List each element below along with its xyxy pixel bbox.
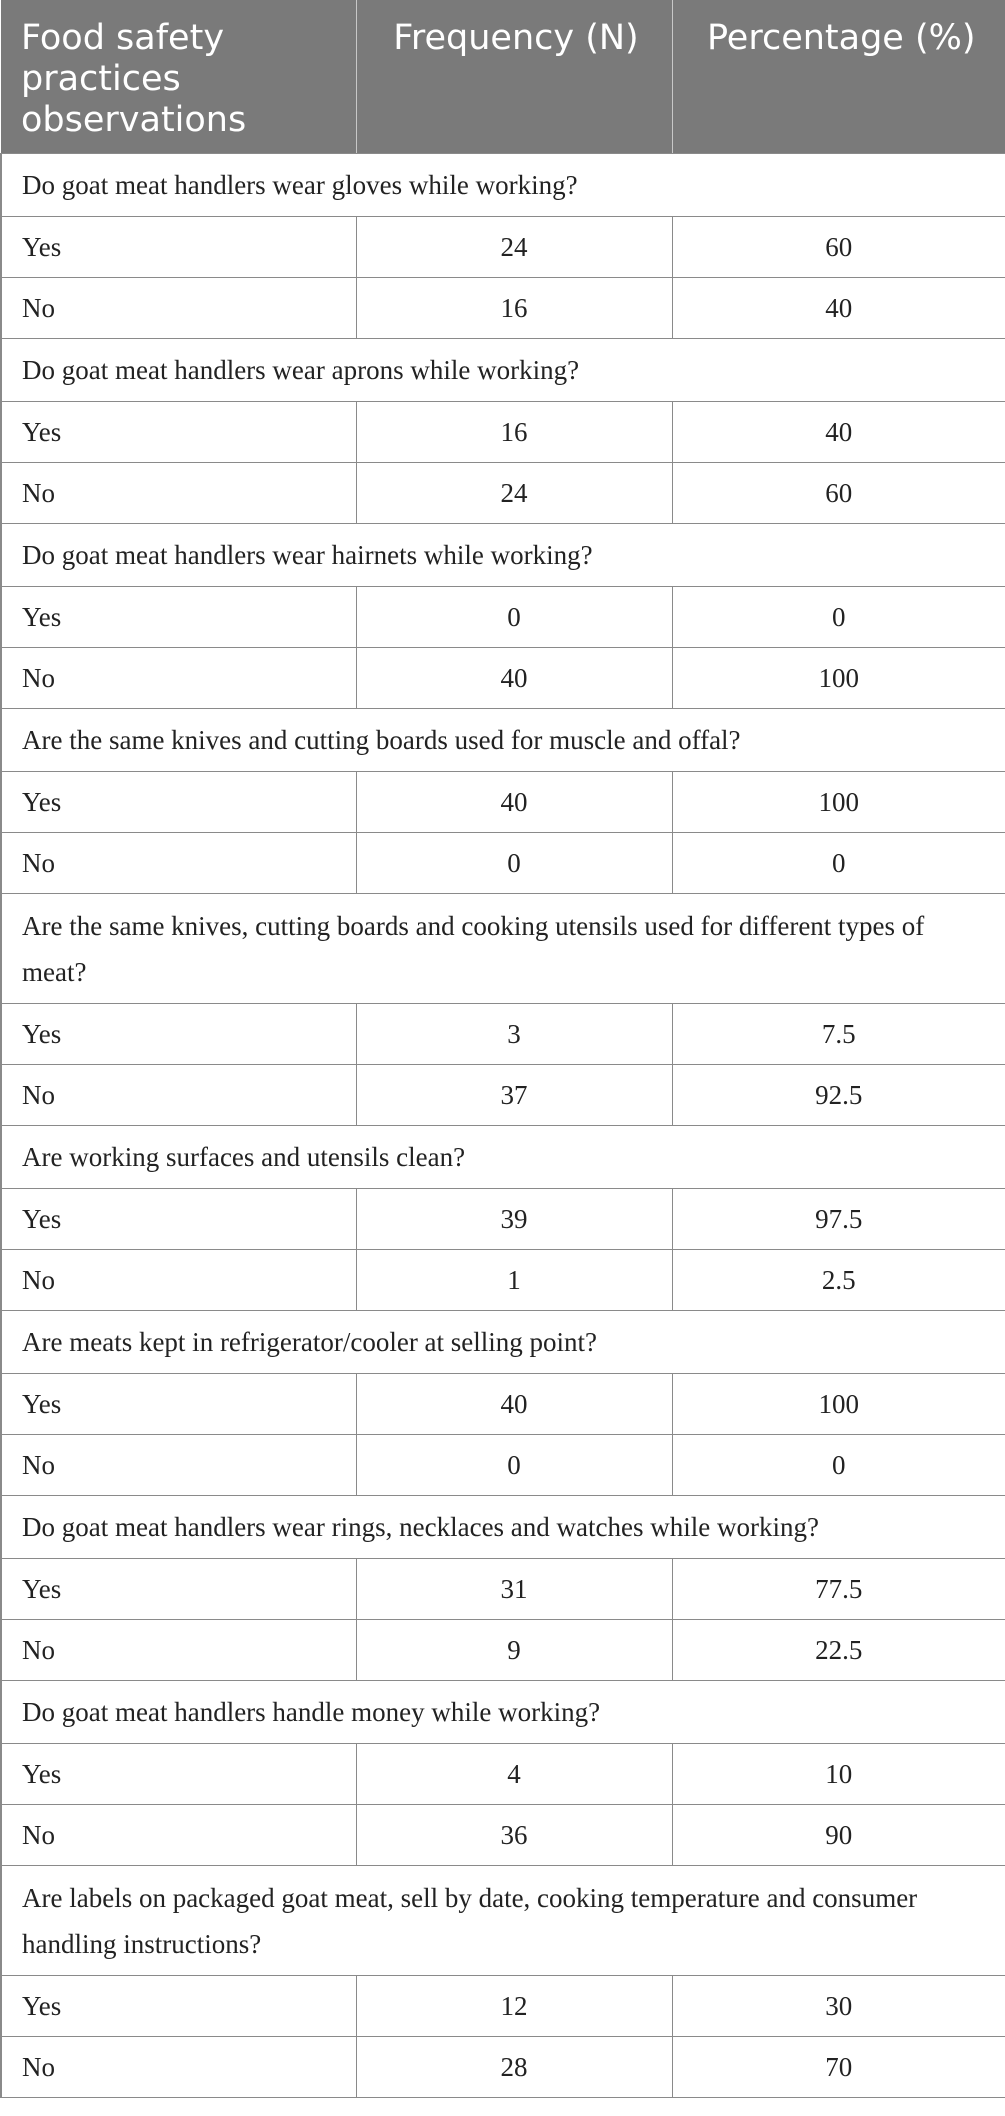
question-cell: Do goat meat handlers wear hairnets while working? bbox=[1, 524, 1005, 587]
percentage-cell: 60 bbox=[672, 217, 1005, 278]
table-row bbox=[1, 1559, 1005, 1620]
answer-cell: Yes bbox=[1, 402, 356, 463]
question-row bbox=[1, 339, 1005, 402]
percentage-cell: 100 bbox=[672, 1374, 1005, 1435]
answer-cell: No bbox=[1, 1805, 356, 1866]
table-row bbox=[1, 1976, 1005, 2037]
answer-cell: No bbox=[1, 648, 356, 709]
frequency-cell: 40 bbox=[356, 772, 672, 833]
percentage-cell: 40 bbox=[672, 278, 1005, 339]
frequency-cell: 39 bbox=[356, 1189, 672, 1250]
question-row bbox=[1, 1866, 1005, 1976]
table-row bbox=[1, 587, 1005, 648]
question-cell: Are the same knives, cutting boards and cooking utensils used for different types of meat? bbox=[1, 894, 1005, 1004]
header-percentage: Percentage (%) bbox=[672, 0, 1005, 154]
frequency-cell: 16 bbox=[356, 402, 672, 463]
frequency-cell: 40 bbox=[356, 648, 672, 709]
table-row bbox=[1, 772, 1005, 833]
percentage-cell: 70 bbox=[672, 2037, 1005, 2098]
question-cell: Do goat meat handlers wear rings, necklaces and watches while working? bbox=[1, 1496, 1005, 1559]
header-observations: Food safety practices observations bbox=[1, 0, 356, 154]
percentage-cell: 7.5 bbox=[672, 1004, 1005, 1065]
percentage-cell: 97.5 bbox=[672, 1189, 1005, 1250]
answer-cell: Yes bbox=[1, 217, 356, 278]
percentage-cell: 0 bbox=[672, 1435, 1005, 1496]
question-cell: Are meats kept in refrigerator/cooler at selling point? bbox=[1, 1311, 1005, 1374]
table-row bbox=[1, 278, 1005, 339]
frequency-cell: 24 bbox=[356, 463, 672, 524]
header-frequency: Frequency (N) bbox=[356, 0, 672, 154]
frequency-cell: 0 bbox=[356, 1435, 672, 1496]
frequency-cell: 24 bbox=[356, 217, 672, 278]
answer-cell: No bbox=[1, 1065, 356, 1126]
percentage-cell: 30 bbox=[672, 1976, 1005, 2037]
answer-cell: Yes bbox=[1, 772, 356, 833]
percentage-cell: 100 bbox=[672, 772, 1005, 833]
question-row bbox=[1, 709, 1005, 772]
frequency-cell: 3 bbox=[356, 1004, 672, 1065]
question-row bbox=[1, 1496, 1005, 1559]
frequency-cell: 36 bbox=[356, 1805, 672, 1866]
frequency-cell: 37 bbox=[356, 1065, 672, 1126]
percentage-cell: 100 bbox=[672, 648, 1005, 709]
table-row bbox=[1, 1250, 1005, 1311]
table-row bbox=[1, 1744, 1005, 1805]
answer-cell: Yes bbox=[1, 1189, 356, 1250]
answer-cell: Yes bbox=[1, 1374, 356, 1435]
frequency-cell: 28 bbox=[356, 2037, 672, 2098]
frequency-cell: 12 bbox=[356, 1976, 672, 2037]
percentage-cell: 90 bbox=[672, 1805, 1005, 1866]
percentage-cell: 22.5 bbox=[672, 1620, 1005, 1681]
answer-cell: No bbox=[1, 463, 356, 524]
table-row bbox=[1, 1065, 1005, 1126]
answer-cell: No bbox=[1, 278, 356, 339]
table-body bbox=[1, 154, 1005, 2098]
question-row bbox=[1, 1126, 1005, 1189]
table-row bbox=[1, 1189, 1005, 1250]
percentage-cell: 60 bbox=[672, 463, 1005, 524]
question-cell: Are the same knives and cutting boards used for muscle and offal? bbox=[1, 709, 1005, 772]
table-row bbox=[1, 2037, 1005, 2098]
answer-cell: No bbox=[1, 2037, 356, 2098]
table-row bbox=[1, 833, 1005, 894]
percentage-cell: 0 bbox=[672, 833, 1005, 894]
table-row bbox=[1, 217, 1005, 278]
table-row bbox=[1, 1435, 1005, 1496]
question-row bbox=[1, 154, 1005, 217]
percentage-cell: 0 bbox=[672, 587, 1005, 648]
table-row bbox=[1, 648, 1005, 709]
table-row bbox=[1, 1620, 1005, 1681]
question-cell: Are labels on packaged goat meat, sell by date, cooking temperature and consumer handling instructions? bbox=[1, 1866, 1005, 1976]
percentage-cell: 2.5 bbox=[672, 1250, 1005, 1311]
answer-cell: Yes bbox=[1, 1976, 356, 2037]
percentage-cell: 40 bbox=[672, 402, 1005, 463]
percentage-cell: 77.5 bbox=[672, 1559, 1005, 1620]
question-cell: Do goat meat handlers handle money while working? bbox=[1, 1681, 1005, 1744]
table-row bbox=[1, 1004, 1005, 1065]
frequency-cell: 4 bbox=[356, 1744, 672, 1805]
frequency-cell: 0 bbox=[356, 587, 672, 648]
question-row bbox=[1, 894, 1005, 1004]
answer-cell: No bbox=[1, 1435, 356, 1496]
question-cell: Do goat meat handlers wear aprons while working? bbox=[1, 339, 1005, 402]
table-row bbox=[1, 463, 1005, 524]
answer-cell: No bbox=[1, 1620, 356, 1681]
answer-cell: Yes bbox=[1, 1004, 356, 1065]
question-row bbox=[1, 1311, 1005, 1374]
table-row bbox=[1, 402, 1005, 463]
header-row bbox=[1, 0, 1005, 154]
frequency-cell: 31 bbox=[356, 1559, 672, 1620]
frequency-cell: 9 bbox=[356, 1620, 672, 1681]
question-cell: Do goat meat handlers wear gloves while working? bbox=[1, 154, 1005, 217]
percentage-cell: 92.5 bbox=[672, 1065, 1005, 1126]
frequency-cell: 40 bbox=[356, 1374, 672, 1435]
answer-cell: Yes bbox=[1, 1559, 356, 1620]
frequency-cell: 16 bbox=[356, 278, 672, 339]
table-row bbox=[1, 1805, 1005, 1866]
answer-cell: No bbox=[1, 833, 356, 894]
percentage-cell: 10 bbox=[672, 1744, 1005, 1805]
question-row bbox=[1, 524, 1005, 587]
answer-cell: No bbox=[1, 1250, 356, 1311]
question-row bbox=[1, 1681, 1005, 1744]
table-row bbox=[1, 1374, 1005, 1435]
frequency-cell: 0 bbox=[356, 833, 672, 894]
question-cell: Are working surfaces and utensils clean? bbox=[1, 1126, 1005, 1189]
answer-cell: Yes bbox=[1, 1744, 356, 1805]
answer-cell: Yes bbox=[1, 587, 356, 648]
frequency-cell: 1 bbox=[356, 1250, 672, 1311]
